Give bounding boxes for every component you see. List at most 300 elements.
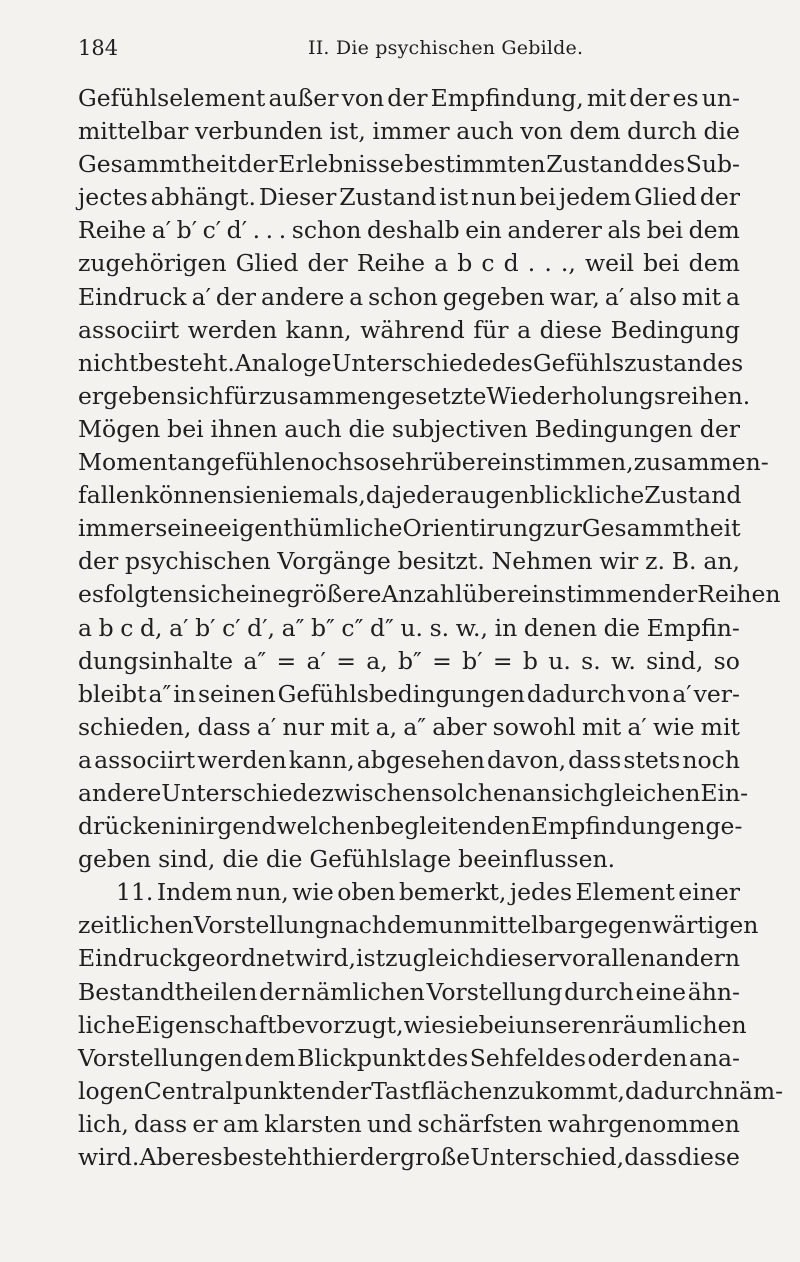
word: folgten: [103, 580, 188, 609]
word: diese: [677, 1143, 740, 1171]
word: einer: [678, 878, 740, 907]
word: Vorgänge: [277, 547, 391, 576]
word: unseren: [515, 1010, 612, 1039]
word: w.: [611, 646, 636, 675]
word: associirt: [78, 315, 180, 344]
word: eine: [235, 580, 287, 609]
text-line: [78, 678, 740, 711]
text-line: [78, 347, 744, 380]
text-line: [78, 281, 740, 314]
text-line: [78, 148, 740, 181]
word: von: [627, 679, 671, 708]
word: bei: [478, 1010, 516, 1039]
word: a′: [256, 712, 277, 741]
word: wird,: [294, 944, 356, 973]
text-line: [78, 909, 759, 942]
word: abhängt.: [150, 183, 256, 212]
word: bei: [167, 414, 204, 443]
word: jedes: [509, 878, 573, 907]
word: sich: [187, 580, 236, 609]
word: beeinflussen.: [458, 845, 616, 874]
word: Bestandtheilen: [78, 977, 258, 1006]
word: Reihen: [697, 580, 781, 609]
word: als: [607, 216, 642, 245]
word: s.: [429, 613, 450, 642]
word: c: [481, 249, 495, 278]
word: .: [265, 216, 274, 245]
word: a: [78, 613, 93, 642]
word: niemals,: [265, 481, 366, 510]
word: Gefühlselement: [78, 84, 266, 112]
word: Bedingungen: [534, 414, 693, 443]
word: dem: [569, 117, 621, 146]
word: begleitenden: [375, 812, 531, 841]
word: der: [387, 84, 428, 112]
word: unmittelbar: [438, 911, 579, 940]
word: bleibt: [78, 679, 147, 708]
word: Momentangefühle: [78, 448, 296, 477]
word: Gefühlslage: [309, 845, 452, 874]
word: jeder: [394, 481, 457, 510]
word: besitzt.: [397, 547, 485, 576]
word: welchen: [276, 812, 376, 841]
word: sind,: [158, 845, 216, 874]
word: Sub-: [685, 150, 740, 179]
word: Centralpunkten: [143, 1076, 332, 1105]
word: den: [643, 1043, 688, 1072]
word: der: [259, 977, 300, 1006]
word: mit: [700, 712, 740, 741]
word: noch: [295, 448, 354, 477]
word: sehr: [379, 448, 432, 477]
word: Reihe: [78, 216, 147, 245]
word: Nehmen: [491, 547, 593, 576]
word: ist: [356, 944, 386, 973]
text-line: [78, 247, 740, 280]
word: besteht.: [138, 348, 235, 377]
word: des: [644, 150, 686, 179]
text-line: [78, 843, 740, 876]
word: der: [359, 1143, 400, 1171]
word: andere: [78, 778, 162, 807]
word: mit: [581, 712, 622, 741]
text-line: [78, 578, 781, 611]
word: besteht: [222, 1143, 312, 1171]
word: in: [173, 679, 196, 708]
word: nach: [329, 911, 388, 940]
word: sowohl: [492, 712, 576, 741]
word: werden: [187, 315, 278, 344]
word: so: [713, 646, 740, 675]
word: d: [503, 249, 519, 278]
word: drücken: [78, 812, 176, 841]
word: a′: [169, 613, 189, 642]
word: oben: [337, 878, 396, 907]
word: während: [360, 315, 465, 344]
word: die: [265, 845, 303, 874]
word: irgend: [198, 812, 277, 841]
word: die: [348, 414, 386, 443]
word: für: [473, 315, 509, 344]
word: dungsinhalte: [78, 646, 234, 675]
word: weil: [584, 249, 635, 278]
word: Unterschiede: [161, 778, 322, 807]
word: a,: [366, 646, 388, 675]
word: schon: [368, 282, 438, 311]
word: Zustand: [339, 183, 437, 212]
word: ist: [439, 183, 469, 212]
word: allen: [597, 944, 656, 973]
word: sie: [232, 481, 266, 510]
word: zusammengesetzte: [259, 381, 487, 410]
text-line: [78, 413, 740, 446]
word: a: [517, 315, 532, 344]
word: dass: [568, 745, 622, 774]
word: d′,: [247, 613, 276, 642]
text-line: [78, 942, 740, 975]
word: a′: [191, 282, 211, 311]
word: durch: [564, 977, 634, 1006]
word: bestimmten: [404, 150, 546, 179]
text-line: [78, 711, 740, 744]
word: un-: [701, 84, 740, 112]
word: c′: [222, 613, 241, 642]
word: kann,: [288, 745, 355, 774]
word: dieser: [484, 944, 559, 973]
text-line: [78, 115, 740, 148]
word: anderer: [507, 216, 602, 245]
word: B.: [671, 547, 697, 576]
word: dem: [387, 911, 439, 940]
word: die: [603, 613, 641, 642]
text-line: [78, 976, 740, 1009]
word: jectes: [78, 183, 148, 212]
word: Indem: [156, 878, 233, 907]
word: andern: [655, 944, 740, 973]
word: es: [672, 84, 699, 112]
word: ein: [465, 216, 502, 245]
word: der: [215, 282, 257, 311]
body-text: [78, 82, 784, 1174]
word: a,: [375, 712, 398, 741]
word: b″: [398, 646, 422, 675]
word: zwischen: [321, 778, 431, 807]
word: d′: [226, 216, 248, 245]
word: geben: [78, 845, 152, 874]
text-line: [78, 314, 740, 347]
word: Blickpunkt: [297, 1043, 426, 1072]
word: Empfin-: [646, 613, 740, 642]
word: wird.: [78, 1143, 140, 1171]
word: Gefühlszustandes: [532, 348, 744, 377]
word: schieden,: [78, 712, 192, 741]
word: Ein-: [700, 778, 749, 807]
text-line: [78, 744, 740, 777]
word: seine: [155, 514, 218, 543]
word: immer: [78, 514, 156, 543]
word: z.: [645, 547, 665, 576]
word: bevorzugt,: [276, 1010, 404, 1039]
word: dem: [688, 249, 740, 278]
word: immer: [372, 117, 450, 146]
text-line: [78, 82, 740, 115]
word: .: [252, 216, 261, 245]
word: nun: [471, 183, 517, 212]
word: davon,: [486, 745, 567, 774]
word: ana-: [688, 1043, 740, 1072]
word: nicht: [78, 348, 139, 377]
word: Empfindung,: [430, 84, 584, 112]
text-line: [78, 479, 740, 512]
word: gegenwärtigen: [578, 911, 759, 940]
word: a″: [281, 613, 305, 642]
word: w.,: [455, 613, 488, 642]
word: b′: [195, 613, 216, 642]
word: a′: [627, 712, 647, 741]
running-head: II. Die psychischen Gebilde.: [308, 37, 584, 59]
word: lich,: [78, 1109, 129, 1138]
word: b′: [462, 646, 483, 675]
word: übereinstimmender: [462, 580, 698, 609]
word: a′: [604, 282, 625, 311]
word: bei: [519, 183, 556, 212]
word: u.: [400, 613, 423, 642]
word: näm-: [723, 1076, 784, 1105]
word: dem: [688, 216, 740, 245]
word: a: [78, 745, 93, 774]
text-line: [78, 1009, 747, 1042]
word: übereinstimmen,: [431, 448, 634, 477]
word: .: [278, 216, 287, 245]
word: zusammen-: [633, 448, 769, 477]
word: logen: [78, 1076, 144, 1105]
word: b: [457, 249, 473, 278]
word: verbunden: [194, 117, 323, 146]
word: können: [144, 481, 233, 510]
word: a: [349, 282, 364, 311]
word: die: [222, 845, 259, 874]
word: d,: [140, 613, 163, 642]
word: =: [276, 646, 297, 675]
word: Dieser: [258, 183, 337, 212]
word: des: [491, 348, 533, 377]
word: b: [98, 613, 114, 642]
word: mit: [681, 282, 722, 311]
word: Reihe: [356, 249, 425, 278]
page-header: [78, 30, 740, 66]
word: bei: [643, 249, 680, 278]
word: Vorstellung: [193, 911, 330, 940]
word: Gefühlsbedingungen: [277, 679, 525, 708]
word: .: [527, 249, 536, 278]
word: kann,: [285, 315, 352, 344]
word: der: [699, 414, 740, 443]
word: räumlichen: [611, 1010, 747, 1039]
word: =: [336, 646, 356, 675]
word: zugleich: [385, 944, 485, 973]
word: Eindruck: [78, 282, 187, 311]
word: zugehörigen: [78, 249, 227, 278]
word: eigenthümliche: [217, 514, 403, 543]
word: wie: [652, 712, 695, 741]
word: nur: [282, 712, 324, 741]
text-line: [78, 612, 740, 645]
word: andere: [260, 282, 345, 311]
word: für: [224, 381, 260, 410]
text-line: [78, 545, 740, 578]
word: wahrgenommen: [547, 1109, 740, 1138]
word: deshalb: [366, 216, 460, 245]
word: mittelbar: [78, 117, 189, 146]
word: schärfsten: [417, 1109, 543, 1138]
word: aber: [432, 712, 487, 741]
word: der: [331, 1076, 372, 1105]
page-number: 184: [78, 36, 119, 60]
word: Glied: [235, 249, 299, 278]
word: des: [427, 1043, 469, 1072]
word: sich: [551, 778, 600, 807]
word: stets: [623, 745, 681, 774]
word: b″: [311, 613, 335, 642]
word: Eindruck: [78, 944, 187, 973]
word: seinen: [197, 679, 276, 708]
word: von: [341, 84, 385, 112]
word: der: [78, 547, 119, 576]
word: s.: [581, 646, 601, 675]
word: c: [120, 613, 134, 642]
word: durch: [627, 117, 697, 146]
word: .: [544, 249, 552, 278]
word: c′: [202, 216, 222, 245]
word: Unterschied,: [470, 1143, 625, 1171]
word: b′: [176, 216, 198, 245]
word: zur: [543, 514, 582, 543]
word: abgesehen: [356, 745, 485, 774]
word: Tastflächen: [371, 1076, 508, 1105]
word: Aber: [139, 1143, 197, 1171]
word: 11.: [116, 878, 154, 907]
word: a′: [151, 216, 172, 245]
word: Wiederholungsreihen.: [486, 381, 751, 410]
word: außer: [268, 84, 339, 112]
word: dadurch: [624, 1076, 724, 1105]
word: noch: [682, 745, 740, 774]
word: mit: [586, 84, 627, 112]
word: wie: [403, 1010, 446, 1039]
word: in: [175, 812, 199, 841]
word: Anzahl: [381, 580, 463, 609]
word: bemerkt,: [398, 878, 507, 907]
word: schon: [291, 216, 362, 245]
word: sie: [445, 1010, 479, 1039]
word: dass: [624, 1143, 678, 1171]
word: die: [703, 117, 740, 146]
word: u.: [548, 646, 571, 675]
word: solchen: [430, 778, 522, 807]
word: und: [367, 1109, 413, 1138]
word: a′: [306, 646, 326, 675]
word: also: [629, 282, 677, 311]
word: ergeben: [78, 381, 177, 410]
word: Unterschiede: [331, 348, 492, 377]
word: auch: [456, 117, 514, 146]
word: es: [196, 1143, 223, 1171]
word: Analoge: [234, 348, 332, 377]
word: nun,: [235, 878, 289, 907]
text-line: [78, 181, 740, 214]
word: Eigenschaft: [135, 1010, 277, 1039]
text-line: [78, 446, 769, 479]
word: größere: [286, 580, 382, 609]
word: Zustand: [546, 150, 644, 179]
word: b: [522, 646, 538, 675]
word: Mögen: [78, 414, 161, 443]
word: =: [492, 646, 513, 675]
word: bei: [646, 216, 684, 245]
word: liche: [78, 1010, 136, 1039]
word: geordnet: [186, 944, 295, 973]
word: es: [78, 580, 104, 609]
word: wie: [292, 878, 334, 907]
word: diese: [539, 315, 603, 344]
word: Element: [575, 878, 675, 907]
word: denen: [523, 613, 597, 642]
word: gegeben: [442, 282, 545, 311]
word: a: [725, 282, 740, 311]
word: eine: [635, 977, 687, 1006]
word: ge-: [705, 812, 743, 841]
word: Gesammtheit: [581, 514, 741, 543]
word: Vorstellungen: [78, 1043, 243, 1072]
word: associirt: [94, 745, 196, 774]
word: Vorstellung: [426, 977, 563, 1006]
word: Glied: [634, 183, 697, 212]
word: dadurch: [526, 679, 626, 708]
word: =: [432, 646, 452, 675]
word: werden: [197, 745, 287, 774]
word: Gesammtheit: [78, 150, 237, 179]
word: hier: [311, 1143, 360, 1171]
word: c″: [341, 613, 364, 642]
word: wir: [599, 547, 639, 576]
word: ähn-: [687, 977, 740, 1006]
word: der: [699, 183, 740, 212]
word: nämlichen: [301, 977, 425, 1006]
word: jedem: [558, 183, 632, 212]
text-line: [78, 214, 740, 247]
word: zeitlichen: [78, 911, 194, 940]
word: dem: [244, 1043, 296, 1072]
text-line: [78, 1042, 740, 1075]
word: von: [520, 117, 563, 146]
word: er: [192, 1109, 218, 1138]
word: sich: [176, 381, 225, 410]
text-line: [78, 1141, 740, 1174]
word: an: [522, 778, 552, 807]
word: der: [629, 84, 670, 112]
word: a″: [243, 646, 267, 675]
word: a: [434, 249, 449, 278]
word: ist,: [329, 117, 366, 146]
word: oder: [587, 1043, 642, 1072]
text-line: [78, 1108, 740, 1141]
word: Erlebnisse: [278, 150, 404, 179]
text-line: [78, 1075, 784, 1108]
word: dass: [197, 712, 251, 741]
word: Orientirung: [402, 514, 544, 543]
text-line: [78, 810, 743, 843]
text-line: [78, 777, 749, 810]
